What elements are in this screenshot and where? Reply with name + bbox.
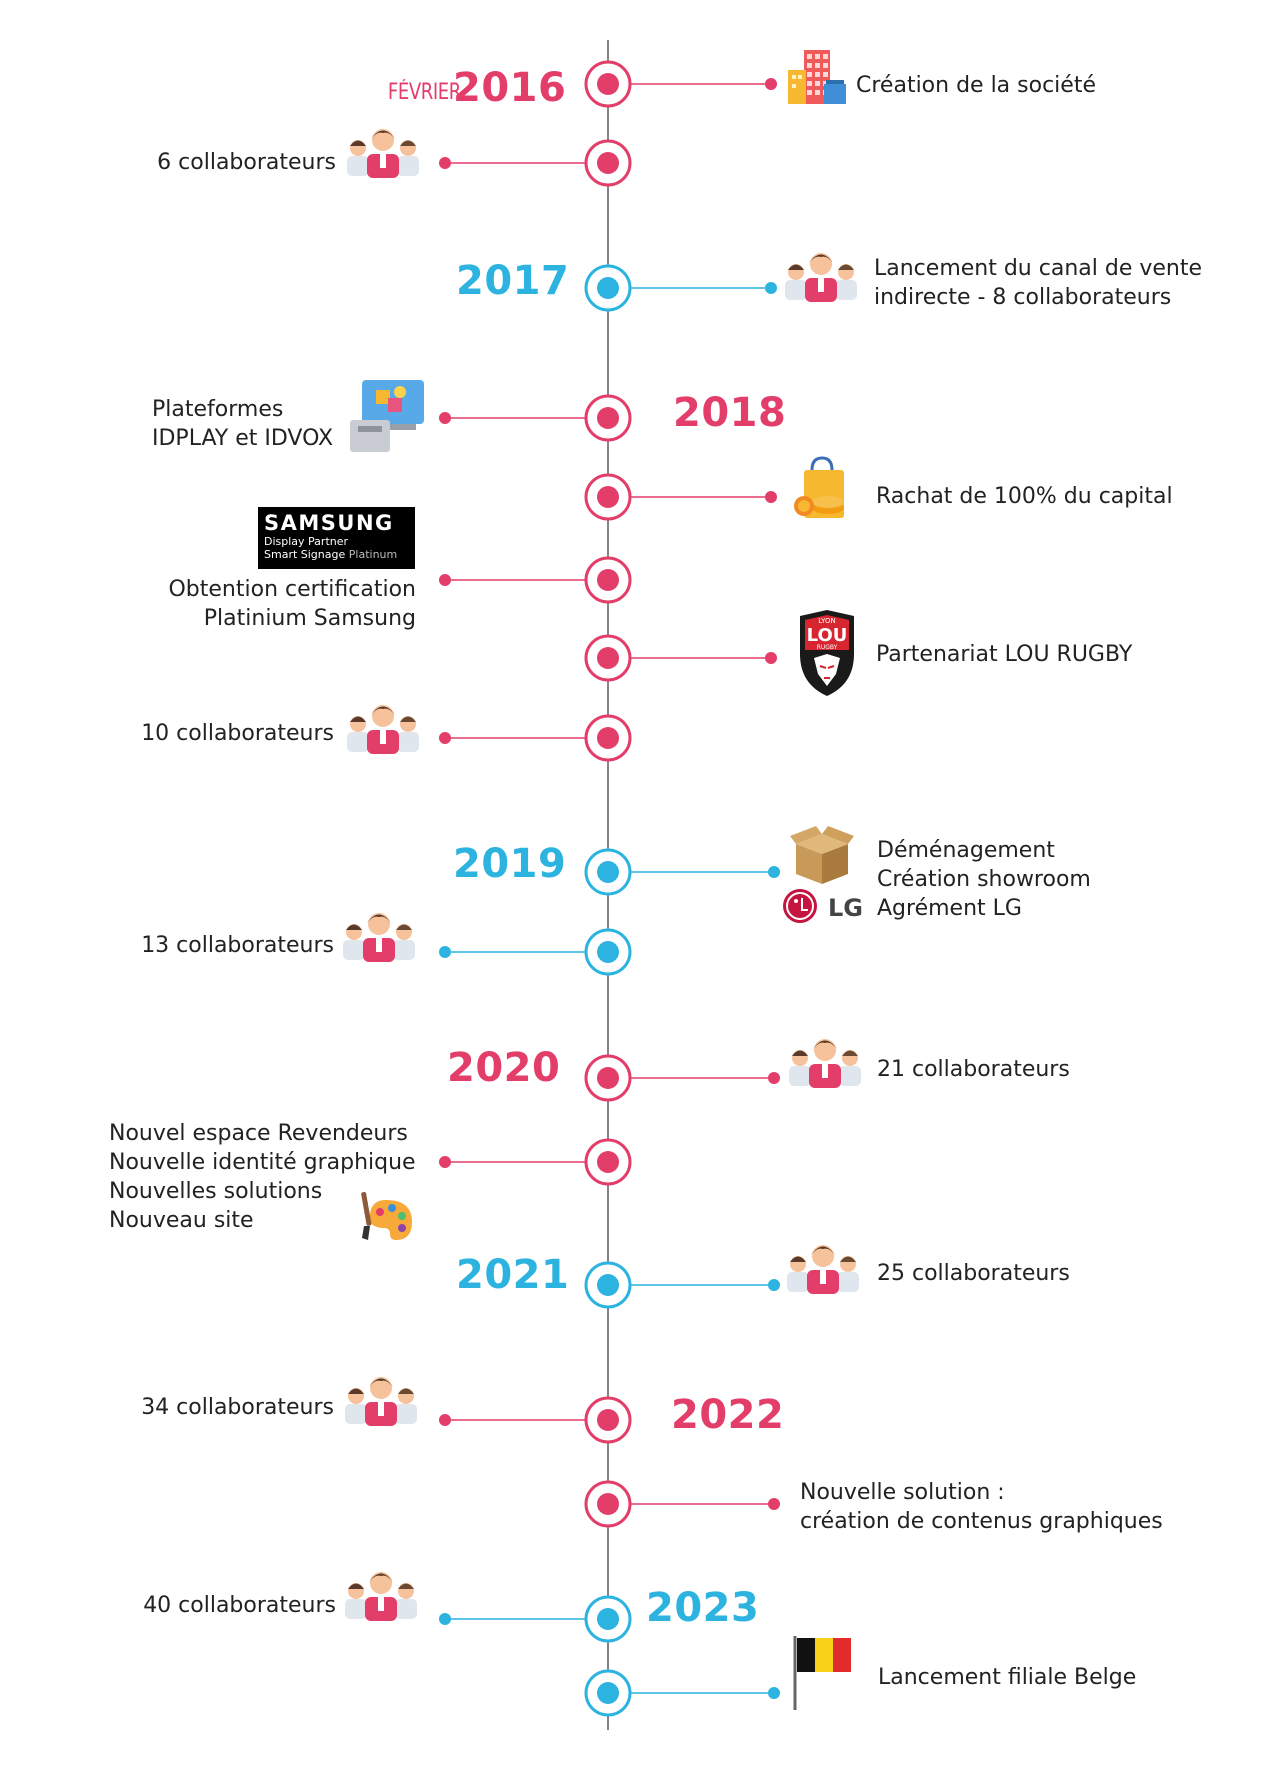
- event-identity: [109, 1119, 416, 1235]
- event-identity-line-2: Nouvelle identité graphique: [109, 1150, 416, 1175]
- building-window: [823, 54, 828, 59]
- building-window: [807, 54, 812, 59]
- person-hair: [348, 1389, 364, 1395]
- timeline-node: [439, 1398, 630, 1442]
- building-window: [807, 81, 812, 86]
- lou-rugby-logo: [800, 610, 854, 696]
- person-hair: [350, 717, 366, 723]
- node-dot: [597, 727, 619, 749]
- screen-tile: [388, 398, 402, 412]
- month-label-2016: FÉVRIER: [387, 80, 461, 105]
- shopping-bag-coins-icon: [794, 458, 844, 518]
- event-certification-line-2: Platinium Samsung: [203, 606, 416, 631]
- timeline-node: [439, 1597, 630, 1641]
- flag-red: [833, 1638, 851, 1672]
- people-icon: [343, 913, 415, 962]
- connector-dot: [765, 282, 777, 294]
- timeline-node: [586, 850, 780, 894]
- person-collar: [376, 938, 382, 952]
- person-body: [393, 940, 415, 960]
- person-body: [789, 1066, 811, 1086]
- event-platforms-line-1: Plateformes: [152, 397, 284, 422]
- lou-top-text: LYON: [818, 617, 836, 625]
- person-collar: [378, 1402, 384, 1416]
- building-window: [815, 54, 820, 59]
- connector-dot: [768, 866, 780, 878]
- person-hair: [398, 1389, 414, 1395]
- event-platforms: [152, 395, 333, 453]
- building-window: [807, 63, 812, 68]
- event-capital-buyout: Rachat de 100% du capital: [876, 484, 1173, 509]
- person-collar: [818, 278, 824, 292]
- event-lou-partnership: Partenariat LOU RUGBY: [876, 642, 1133, 667]
- person-body: [839, 1066, 861, 1086]
- timeline-node: [439, 716, 630, 760]
- person-hair: [398, 1584, 414, 1590]
- person-body: [345, 1404, 367, 1424]
- person-body: [837, 1272, 859, 1292]
- node-dot: [597, 1493, 619, 1515]
- node-dot: [597, 1151, 619, 1173]
- person-hair: [400, 717, 416, 723]
- timeline-node: [586, 1671, 780, 1715]
- event-move: [877, 836, 1091, 923]
- year-label-2018: 2018: [673, 390, 787, 436]
- device-cable: [390, 424, 416, 430]
- event-staff-13: 13 collaborateurs: [141, 933, 334, 958]
- event-indirect-sales: [874, 254, 1202, 312]
- lg-logo: [783, 889, 817, 923]
- timeline-node: [439, 396, 630, 440]
- person-hair: [350, 141, 366, 147]
- device: [350, 420, 390, 452]
- cardboard-box-icon: [790, 826, 854, 884]
- person-body: [347, 732, 369, 752]
- timeline-node: [586, 636, 777, 680]
- event-staff-6: 6 collaborateurs: [157, 150, 336, 175]
- event-move-line-3: Agrément LG: [877, 896, 1022, 921]
- samsung-logo: [258, 507, 415, 569]
- person-collar: [820, 1270, 826, 1284]
- event-identity-line-1: Nouvel espace Revendeurs: [109, 1121, 408, 1146]
- connector-dot: [765, 78, 777, 90]
- samsung-logo-line-2: [264, 548, 409, 561]
- event-move-line-2: Création showroom: [877, 867, 1091, 892]
- year-label-2016: 2016: [453, 65, 567, 111]
- timeline-nodes: [439, 62, 780, 1715]
- person-hair: [346, 925, 362, 931]
- lg-eye: [794, 899, 798, 903]
- connector-dot: [439, 574, 451, 586]
- node-dot: [597, 647, 619, 669]
- platform-screen-icon: [350, 380, 424, 452]
- connector-dot: [439, 1613, 451, 1625]
- bag-handle: [812, 458, 832, 470]
- node-dot: [597, 569, 619, 591]
- event-belgium: Lancement filiale Belge: [878, 1665, 1137, 1690]
- person-body: [395, 1599, 417, 1619]
- person-hair: [792, 1051, 808, 1057]
- connector-dot: [439, 1156, 451, 1168]
- people-icon: [345, 1572, 417, 1621]
- event-staff-40: 40 collaborateurs: [143, 1593, 336, 1618]
- event-staff-25: 25 collaborateurs: [877, 1261, 1070, 1286]
- lg-logo-text: LG: [828, 894, 863, 922]
- year-label-2023: 2023: [646, 1585, 760, 1631]
- person-hair: [788, 265, 804, 271]
- event-certification: [168, 575, 416, 633]
- person-body: [345, 1599, 367, 1619]
- person-collar: [380, 154, 386, 168]
- timeline-node: [586, 1056, 780, 1100]
- person-hair: [842, 1051, 858, 1057]
- screen-tile: [376, 390, 390, 404]
- year-label-2021: 2021: [456, 1252, 570, 1298]
- person-body: [347, 156, 369, 176]
- node-dot: [597, 486, 619, 508]
- event-staff-34: 34 collaborateurs: [141, 1395, 334, 1420]
- person-body: [397, 156, 419, 176]
- lou-sub-text: RUGBY: [816, 644, 838, 651]
- timeline-node: [439, 141, 630, 185]
- person-body: [395, 1404, 417, 1424]
- person-body: [835, 280, 857, 300]
- building-window: [823, 72, 828, 77]
- building-window: [815, 72, 820, 77]
- person-collar: [822, 1064, 828, 1078]
- connector-dot: [768, 1072, 780, 1084]
- connector-dot: [439, 157, 451, 169]
- timeline-node: [586, 62, 777, 106]
- connector-dot: [439, 1414, 451, 1426]
- event-staff-21: 21 collaborateurs: [877, 1057, 1070, 1082]
- event-identity-line-3: Nouvelles solutions: [109, 1179, 323, 1204]
- node-dot: [597, 1409, 619, 1431]
- building-window: [798, 75, 802, 79]
- coins: [812, 496, 844, 508]
- connector-dot: [768, 1498, 780, 1510]
- node-dot: [597, 941, 619, 963]
- lg-circle: [783, 889, 817, 923]
- person-hair: [838, 265, 854, 271]
- year-label-2022: 2022: [671, 1392, 785, 1438]
- year-label-2020: 2020: [447, 1045, 561, 1091]
- timeline-node: [439, 558, 630, 602]
- samsung-logo-line-2a: Smart Signage: [264, 548, 349, 561]
- person-body: [397, 732, 419, 752]
- building-right: [824, 84, 846, 104]
- person-hair: [396, 925, 412, 931]
- timeline-node: [586, 266, 777, 310]
- connector-dot: [439, 412, 451, 424]
- samsung-logo-brand: SAMSUNG: [264, 511, 394, 535]
- device-slot: [358, 426, 382, 432]
- coin-inner: [798, 500, 810, 512]
- connector-dot: [765, 491, 777, 503]
- node-dot: [597, 1608, 619, 1630]
- node-dot: [597, 1682, 619, 1704]
- people-icon: [345, 1377, 417, 1426]
- year-label-2017: 2017: [456, 258, 570, 304]
- event-platforms-line-2: IDPLAY et IDVOX: [152, 426, 334, 451]
- event-move-line-1: Déménagement: [877, 838, 1055, 863]
- building-window: [792, 84, 796, 88]
- people-icon: [785, 253, 857, 302]
- event-staff-10: 10 collaborateurs: [141, 721, 334, 746]
- building-window: [823, 63, 828, 68]
- person-hair: [840, 1257, 856, 1263]
- building-icon: [788, 50, 846, 104]
- building-left: [788, 70, 806, 104]
- node-dot: [597, 152, 619, 174]
- connector-dot: [439, 732, 451, 744]
- building-window: [815, 90, 820, 95]
- building-window: [815, 63, 820, 68]
- event-indirect-line-1: Lancement du canal de vente: [874, 256, 1203, 281]
- person-body: [787, 1272, 809, 1292]
- timeline-node: [439, 930, 630, 974]
- connector-dot: [768, 1687, 780, 1699]
- event-creation: Création de la société: [856, 73, 1096, 98]
- event-graphics-solution: [800, 1478, 1163, 1536]
- year-label-2019: 2019: [453, 841, 567, 887]
- person-collar: [380, 730, 386, 744]
- flag-black: [797, 1638, 815, 1672]
- people-icon: [347, 129, 419, 178]
- timeline-node: [586, 1263, 780, 1307]
- person-body: [343, 940, 365, 960]
- building-roof: [826, 80, 844, 84]
- samsung-logo-line-1: Display Partner: [264, 535, 349, 548]
- event-graphics-line-1: Nouvelle solution :: [800, 1480, 1005, 1505]
- people-icon: [347, 705, 419, 754]
- lou-name-text: LOU: [806, 625, 848, 646]
- timeline-node: [439, 1140, 630, 1184]
- samsung-logo-line-2b: Platinum: [348, 548, 398, 561]
- event-graphics-line-2: création de contenus graphiques: [800, 1509, 1163, 1534]
- building-window: [807, 90, 812, 95]
- person-hair: [400, 141, 416, 147]
- node-dot: [597, 407, 619, 429]
- building-window: [807, 72, 812, 77]
- connector-dot: [768, 1279, 780, 1291]
- node-dot: [597, 277, 619, 299]
- person-hair: [348, 1584, 364, 1590]
- node-dot: [597, 1067, 619, 1089]
- node-dot: [597, 1274, 619, 1296]
- timeline-node: [586, 1482, 780, 1526]
- event-identity-line-4: Nouveau site: [109, 1208, 254, 1233]
- people-icon: [789, 1039, 861, 1088]
- people-icon: [787, 1245, 859, 1294]
- timeline-node: [586, 475, 777, 519]
- connector-dot: [765, 652, 777, 664]
- node-dot: [597, 73, 619, 95]
- building-window: [792, 75, 796, 79]
- person-hair: [790, 1257, 806, 1263]
- building-window: [815, 81, 820, 86]
- flag-yellow: [815, 1638, 833, 1672]
- event-indirect-line-2: indirecte - 8 collaborateurs: [874, 285, 1172, 310]
- person-body: [785, 280, 807, 300]
- node-dot: [597, 861, 619, 883]
- connector-dot: [439, 946, 451, 958]
- screen-dot: [394, 386, 406, 398]
- belgian-flag-icon: [795, 1636, 851, 1710]
- event-certification-line-1: Obtention certification: [168, 577, 416, 602]
- person-collar: [378, 1597, 384, 1611]
